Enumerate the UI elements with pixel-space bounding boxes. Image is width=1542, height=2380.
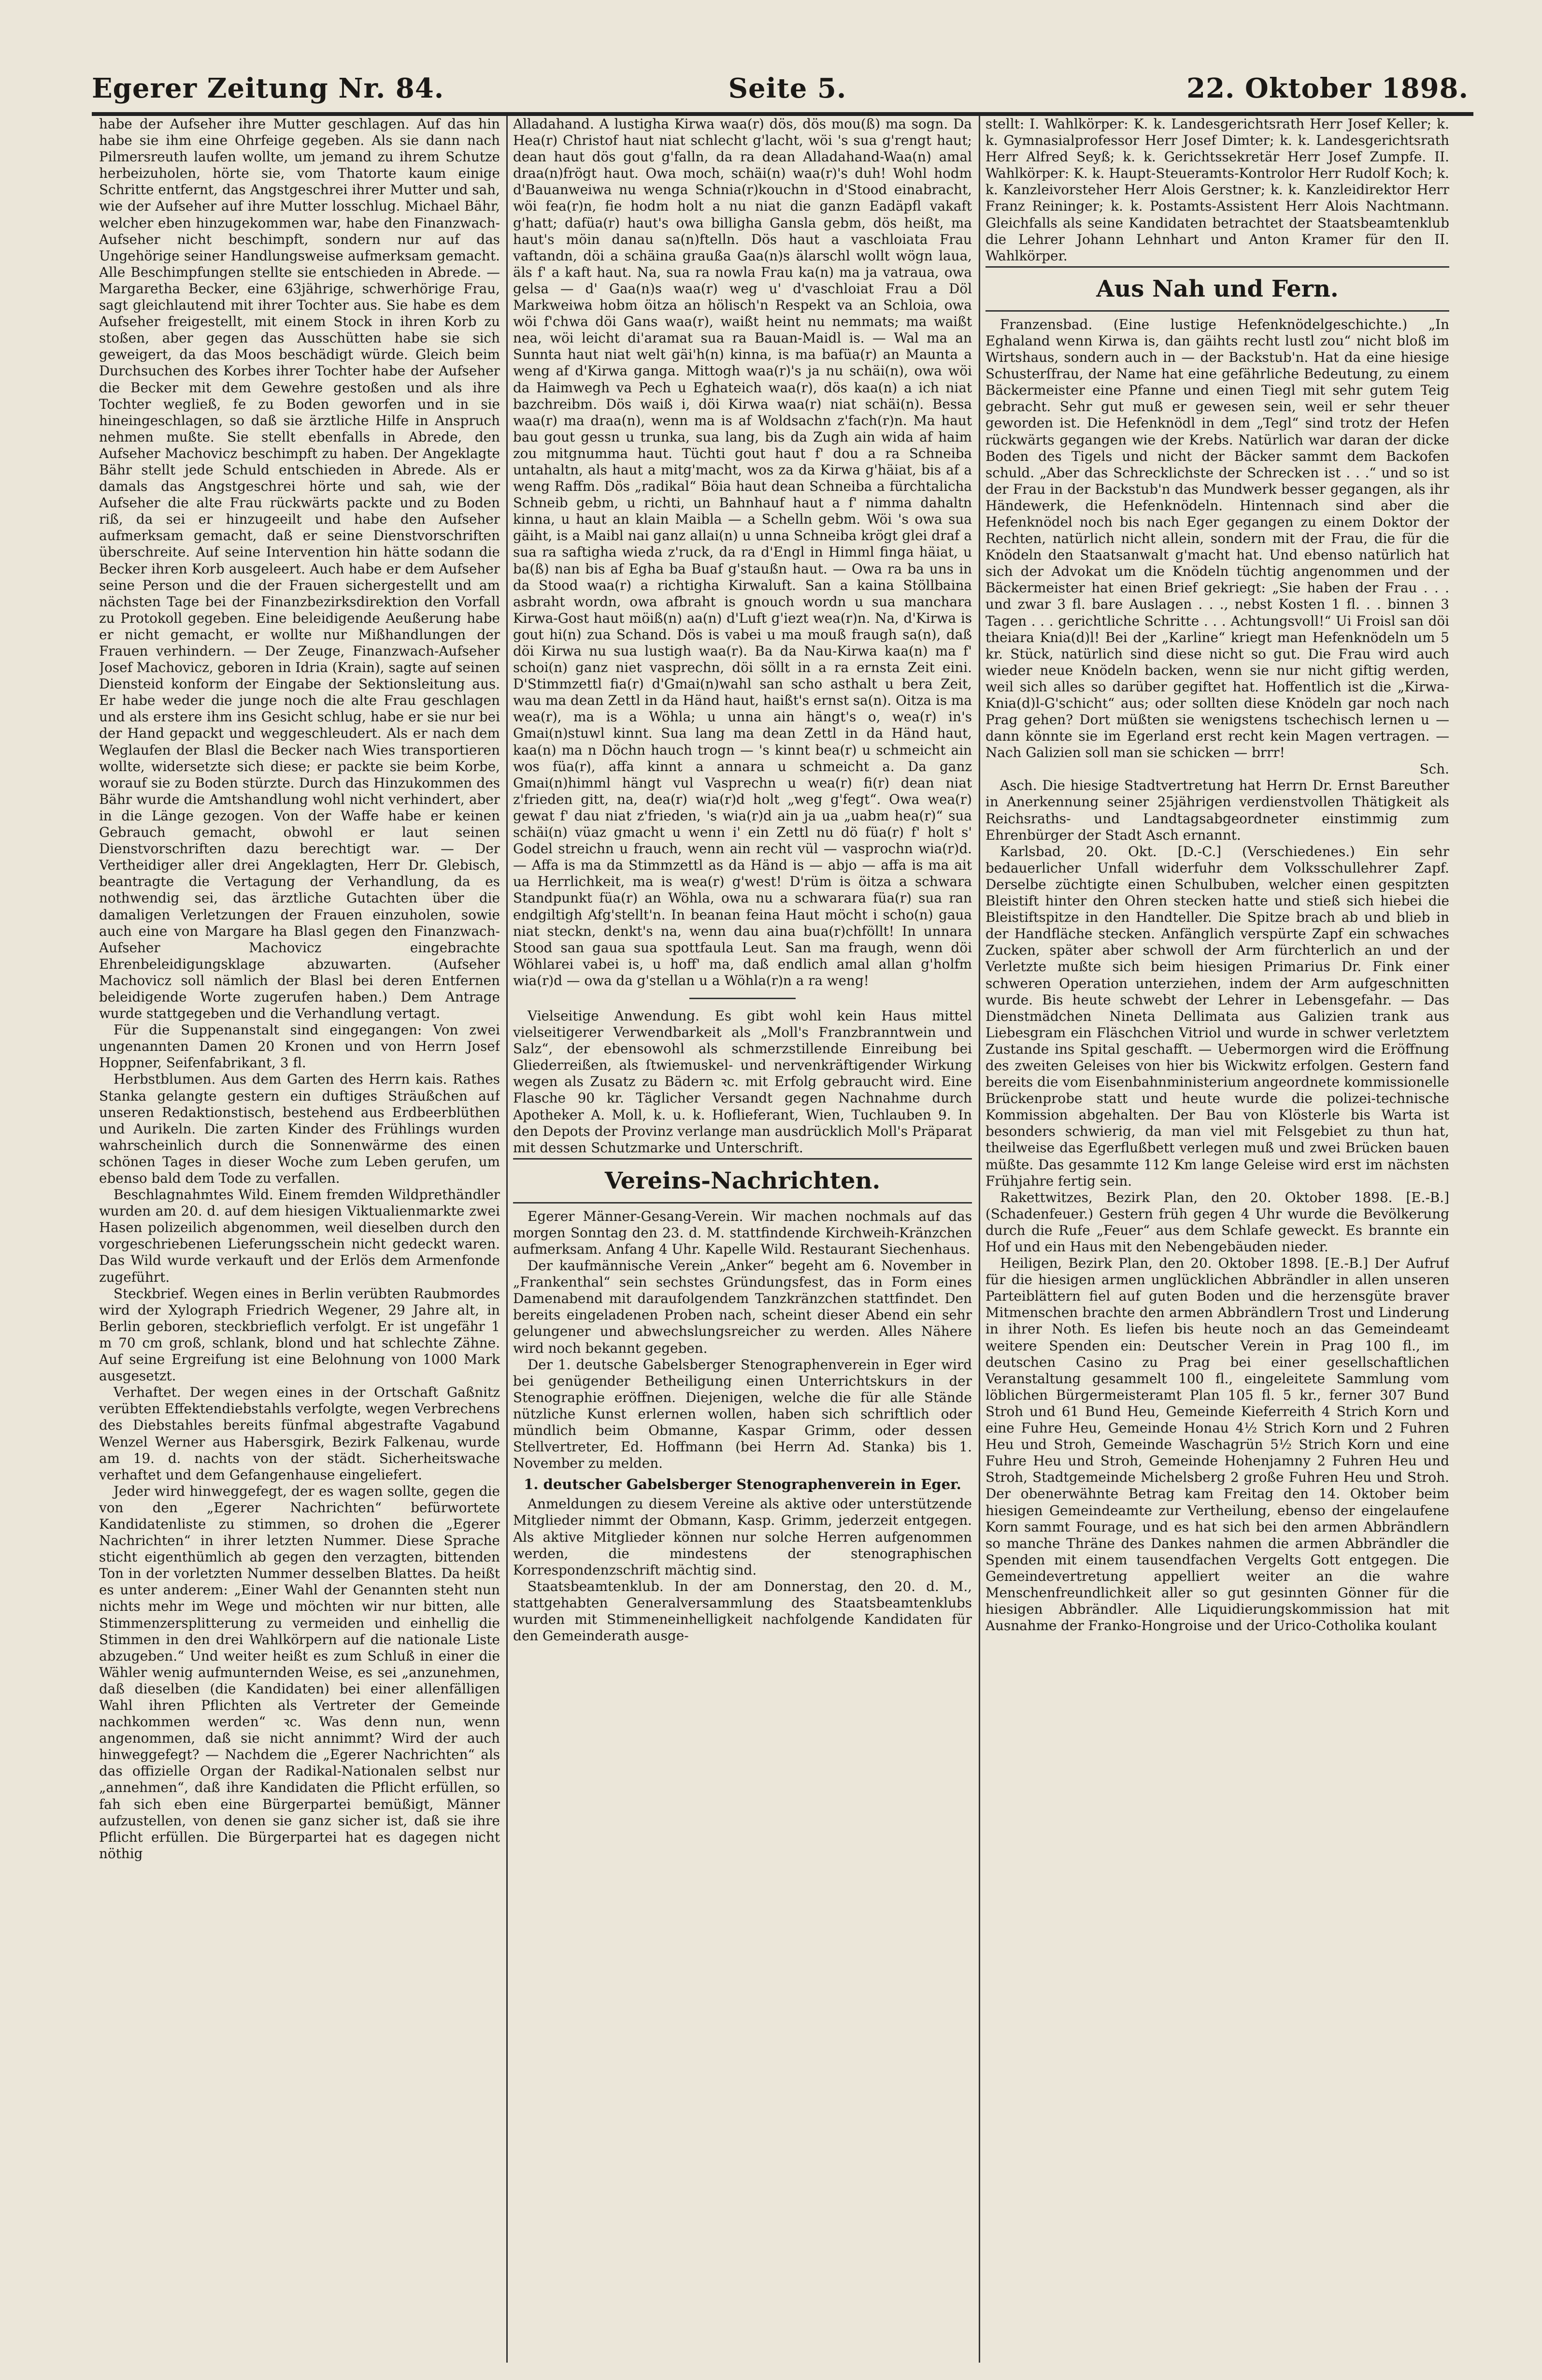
article-spenden: Heiligen, Bezirk Plan, den 20. Oktober 1898. [E.-B.] Der Aufruf für die hiesigen armen unglücklichen Abbrändler in allen unseren Parteiblättern fiel auf guten Boden und die herzensgüte braver Mitmenschen brachte den armen Abbrändlern Trost und Linderung in ihrer Noth. Es liefen bis heute noch an das Gemeindeamt weitere Spenden ein: Deutscher Verein in Prag 100 fl., im deutschen Casino zu Prag bei einer gesellschaftlichen Veranstaltung gesammelt 100 fl., eingeleitete Sammlung vom löblichen Bürgermeisteramt Plan 105 fl. 5 kr., ferner 307 Bund Stroh und 61 Bund Heu, Gemeinde Kieferreith 4 Strich Korn und eine Fuhre Heu, Gemeinde Honau 4½ Strich Korn und 2 Fuhren Heu und Stroh, Gemeinde Waschagrün 5½ Strich Korn und eine Fuhre Heu und Stroh, Gemeinde Hohenjamny 2 Fuhren Heu und Stroh, Stadtgemeinde Michelsberg 2 große Fuhren Heu und Stroh. Der obenerwähnte Betrag kam Freitag den 14. Oktober beim hiesigen Gemeindeamte zur Vertheilung, ebenso der eingelaufene Korn sammt Fourage, und es hat sich bei den armen Abbrändlern so manche Thräne des Dankes nahmen die armen Abbrändler die Spenden mit einem tausendfachen Vergelts Gott entgegen. Die Gemeindevertretung appelliert weiter an die wahre Menschenfreundlichkeit aller so gut gesinnten Gönner für die hiesigen Abbrändler. Alle Liquidierungskommission hat mit Ausnahme der Franko-Hongroise und der Urico-Cotholika koulant bbox=[985, 1255, 1449, 1634]
article-court-report: habe der Aufseher ihre Mutter geschlagen. Auf das hin habe sie ihm eine Ohrfeige gegeben. Als sie dann nach Pilmersreuth laufen wollte, um jemand zu ihrem Schutze herbeizuholen, hörte sie, vom Thatorte kaum einige Schritte entfernt, das Angstgeschrei ihrer Mutter und sah, wie der Aufseher auf ihre Mutter losschlug. Michael Bähr, welcher eben hinzugekommen war, habe den Finanzwach-Aufseher nicht beschimpft, sondern nur auf das Ungehörige seiner Handlungsweise aufmerksam gemacht. Alle Beschimpfungen stellte sie entschieden in Abrede. — Margaretha Becker, eine 63jährige, schwerhörige Frau, sagt gleichlautend mit ihrer Tochter aus. Sie habe es dem Aufseher freigestellt, mit einem Stock in ihren Korb zu stoßen, aber gegen das Ausschütten habe sie sich geweigert, da das Moos beschädigt würde. Gleich beim Durchsuchen des Korbes ihrer Tochter habe der Aufseher die Becker mit dem Gewehre gestoßen und als ihre Tochter wegließ, fe zu Boden geworfen und in sie hineingeschlagen, so daß sie ärztliche Hilfe in Anspruch nehmen mußte. Sie stellt ebenfalls in Abrede, den Aufseher Machovicz beschimpft zu haben. Der Angeklagte Bähr stellt jede Schuld entschieden in Abrede. Als er damals das Angstgeschrei hörte und sah, wie der Aufseher die alte Frau rückwärts packte und zu Boden riß, da sei er hinzugeeilt und habe den Aufseher aufmerksam gemacht, daß er seine Dienstvorschriften überschreite. Auf seine Intervention hin hätte sodann die Becker ihren Korb ausgeleert. Auch habe er dem Aufseher seine Person und die der Frauen sichergestellt und am nächsten Tage bei der Finanzbezirksdirektion den Vorfall zu Protokoll gegeben. Eine beleidigende Aeußerung habe er nicht gemacht, er wollte nur Mißhandlungen der Frauen verhindern. — Der Zeuge, Finanzwach-Aufseher Josef Machovicz, geboren in Idria (Krain), sagte auf seinen Diensteid konform der Eingabe der Sektionsleitung aus. Er habe weder die junge noch die alte Frau geschlagen und als erstere ihm ins Gesicht schlug, habe er sie nur bei der Hand gepackt und weggeschleudert. Als er nach dem Weglaufen der Blasl die Becker nach Wies transportieren wollte, widersetzte sich diese; er packte sie beim Korbe, worauf sie zu Boden stürzte. Durch das Hinzukommen des Bähr wurde die Amtshandlung wohl nicht verhindert, aber in die Länge gezogen. Von der Waffe habe er keinen Gebrauch gemacht, obwohl er laut seinen Dienstvorschriften dazu berechtigt war. — Der Vertheidiger aller drei Angeklagten, Herr Dr. Glebisch, beantragte die Vertagung der Verhandlung, da es nothwendig sei, das ärztliche Gutachten über die damaligen Verletzungen der Frauen einzuholen, sowie auch eine von Margare ha Blasl gegen den Finanzwach-Aufseher Machovicz eingebrachte Ehrenbeleidigungsklage abzuwarten. (Aufseher Machovicz soll nämlich der Blasl bei deren Entfernen beleidigende Worte zugerufen haben.) Dem Antrage wurde stattgegeben und die Verhandlung vertagt. bbox=[99, 116, 500, 1022]
article-candidates: stellt: I. Wahlkörper: K. k. Landesgerichtsrath Herr Josef Keller; k. k. Gymnasialprofessor Herr Josef Dimter; k. k. Landesgerichtsrath Herr Alfred Seyß; k. k. Gerichtssekretär Herr Josef Zumpfe. II. Wahlkörper: K. k. Haupt-Steueramts-Kontrolor Herr Rudolf Koch; k. k. Kanzleivorsteher Herr Alois Gerstner; k. k. Kanzleidirektor Herr Franz Reininger; k. k. Postamts-Assistent Herr Alois Nachtmann. Gleichfalls als seine Kandidaten betrachtet der Staatsbeamtenklub die Lehrer Johann Lehnhart und Anton Kramer für den II. Wahlkörper. bbox=[985, 116, 1449, 264]
article-staatsbeamtenklub: Staatsbeamtenklub. In der am Donnerstag, den 20. d. M., stattgehabten Generalversammlung des Staatsbeamtenklubs wurden mit Stimmeneinhelligkeit nachfolgende Kandidaten für den Gemeinderath ausge- bbox=[513, 1578, 972, 1644]
section-title-nah-fern: Aus Nah und Fern. bbox=[985, 266, 1449, 312]
article-gesang-verein: Egerer Männer-Gesang-Verein. Wir machen nochmals auf das morgen Sonntag den 23. d. M. stattfindende Kirchweih-Kränzchen aufmerksam. Anfang 4 Uhr. Kapelle Wild. Restaurant Siechenhaus. bbox=[513, 1208, 972, 1257]
article-schadenfeuer: Rakettwitzes, Bezirk Plan, den 20. Oktober 1898. [E.-B.] (Schadenfeuer.) Gestern früh gegen 4 Uhr wurde die Bevölkerung durch die Rufe „Feuer“ aus dem Schlafe geweckt. Es brannte ein Hof und ein Haus mit den Nebengebäuden nieder. bbox=[985, 1189, 1449, 1255]
article-suppenanstalt: Für die Suppenanstalt sind eingegangen: Von zwei ungenannten Damen 20 Kronen und von Herrn Josef Hoppner, Seifenfabrikant, 3 fl. bbox=[99, 1022, 500, 1071]
section-title-vereins: Vereins-Nachrichten. bbox=[513, 1158, 972, 1204]
column-divider bbox=[979, 116, 980, 2363]
subheading-stenographenverein: 1. deutscher Gabelsberger Stenographenverein in Eger. bbox=[524, 1476, 961, 1493]
article-wild: Beschlagnahmtes Wild. Einem fremden Wildprethändler wurden am 20. d. auf dem hiesigen Viktualienmarkte zwei Hasen polizeilich abgenommen, weil dieselben durch den vorgeschriebenen Lieferungsschein nicht gedeckt waren. Das Wild wurde verkauft und der Erlös dem Armenfonde zugeführt. bbox=[99, 1187, 500, 1285]
article-karlsbad: Karlsbad, 20. Okt. [D.-C.] (Verschiedenes.) Ein sehr bedauerlicher Unfall widerfuhr dem Volksschullehrer Zapf. Derselbe züchtigte einen Schulbuben, welcher einen gespitzten Bleistift hinter den Ohren stecken hatte und stieß sich hiebei die Bleistiftspitze in den Handteller. Die Spitze brach ab und blieb in der Handfläche stecken. Anfänglich verspürte Zapf ein schwaches Zucken, später aber schwoll der Arm fürchterlich an und der Verletzte mußte sich beim hiesigen Primarius Dr. Fink einer schweren Operation unterziehen, indem der Arm aufgeschnitten wurde. Bis heute schwebt der Lehrer in Lebensgefahr. — Das Dienstmädchen Nineta Dellimata aus Galizien trank aus Liebesgram ein Fläschchen Vitriol und wurde in schwer verletztem Zustande ins Spital geschafft. — Uebermorgen wird die Eröffnung des zweiten Geleises von hier bis Wickwitz erfolgen. Gestern fand bereits die vom Eisenbahnministerium angeordnete kommissionelle Brückenprobe statt und heute wurde die polizei-technische Kommission abgehalten. Der Bau von Klösterle bis Warta ist besonders schwierig, da man viel mit Felsgebiet zu thun hat, theilweise das Egerflußbett verlegen muß und zwei Brücken bauen müßte. Das gesammte 112 Km lange Geleise wird erst im nächsten Frühjahre fertig sein. bbox=[985, 843, 1449, 1189]
signature: Sch. bbox=[1419, 761, 1449, 777]
article-asch: Asch. Die hiesige Stadtvertretung hat Herrn Dr. Ernst Bareuther in Anerkennung seiner 25jährigen verdienstvollen Thätigkeit als Reichsraths- und Landtagsabgeordneter einstimmig zum Ehrenbürger der Stadt Asch ernannt. bbox=[985, 777, 1449, 843]
issue-date: 22. Oktober 1898. bbox=[1186, 72, 1469, 104]
article-verhaftet: Verhaftet. Der wegen eines in der Ortschaft Gaßnitz verübten Effektendiebstahls verfolgte, wegen Verbrechens des Diebstahles bereits fünfmal abgestrafte Vagabund Wenzel Werner aus Habersgirk, Bezirk Falkenau, wurde am 19. d. nachts von der städt. Sicherheitswache verhaftet und dem Gefangenhause eingeliefert. bbox=[99, 1384, 500, 1483]
article-herbstblumen: Herbstblumen. Aus dem Garten des Herrn kais. Rathes Stanka gelangte gestern ein duftiges Sträußchen auf unseren Redaktionstisch, bestehend aus Erdbeerblüthen und Aurikeln. Die zarten Kinder des Frühlings wurden wahrscheinlich durch die Sonnenwärme des einen schönen Tages in dieser Woche zum Leben gerufen, um ebenso bald dem Tode zu verfallen. bbox=[99, 1071, 500, 1186]
article-anmeldungen: Anmeldungen zu diesem Vereine als aktive oder unterstützende Mitglieder nimmt der Obmann, Kasp. Grimm, jederzeit entgegen. Als aktive Mitglieder können nur solche Herren aufgenommen werden, die mindestens der stenographischen Korrespondenzschrift mächtig sind. bbox=[513, 1496, 972, 1578]
advertisement-moll: Vielseitige Anwendung. Es gibt wohl kein Haus mittel vielseitigerer Verwendbarkeit als „Moll's Franzbranntwein und Salz“, der ebensowohl als schmerzstillende Einreibung bei Gliederreißen, als ſtwiemuskel- und nervenkräftigender Wirkung wegen als Zusatz zu Bädern ꝛc. mit Erfolg gebraucht wird. Eine Flasche 90 kr. Täglicher Versandt gegen Nachnahme durch Apotheker A. Moll, k. u. k. Hoflieferant, Wien, Tuchlauben 9. In den Depots der Provinz verlange man ausdrücklich Moll's Präparat mit dessen Schutzmarke und Unterschrift. bbox=[513, 1007, 972, 1156]
article-divider bbox=[689, 998, 796, 999]
newspaper-issue: Egerer Zeitung Nr. 84. bbox=[92, 72, 444, 104]
article-stenographenverein: Der 1. deutsche Gabelsberger Stenographenverein in Eger wird bei genügender Betheiligung einen Unterrichtskurs in der Stenographie eröffnen. Diejenigen, welche die für alle Stände nützliche Kunst erlernen wollen, haben sich schriftlich oder mündlich beim Obmanne, Kaspar Grimm, oder dessen Stellvertreter, Ed. Hoffmann (bei Herrn Ad. Stanka) bis 1. November zu melden. bbox=[513, 1356, 972, 1472]
page-number: Seite 5. bbox=[728, 72, 847, 104]
column-2 bbox=[513, 116, 972, 2363]
article-franzensbad: Franzensbad. (Eine lustige Hefenknödelgeschichte.) „In Eghaland wenn Kirwa is, dan gäihts recht lustl zou“ nicht bloß im Wirtshaus, sondern auch in — der Backstub'n. Hat da eine hiesige Schusterſfrau, der Name hat eine gefährliche Bedeutung, zu einem Bäckermeister eine Pfanne und einen Tiegl mit sehr gutem Teig gebracht. Sehr gut muß er gewesen sein, weil er sehr theuer geworden ist. Die Hefenknödl in dem „Tegl“ sind trotz der Hefen rückwärts gegangen wie der Krebs. Natürlich war daran der dicke Boden des Tigels und nicht der Bäcker sammt dem Backofen schuld. „Aber das Schrecklichste der Schrecken ist . . .“ und so ist der Frau in der Backstub'n das Mundwerk besser gegangen, als ihr Händewerk, die Hefenknödeln. Hintennach sind aber die Hefenknödel noch bis nach Eger gegangen zu einem Doktor der Rechten, natürlich nicht allein, sondern mit der Frau, die für die Knödeln den Staatsanwalt g'macht hat. Und ebenso natürlich hat sich der Advokat um die Knödeln tüchtig angenommen und der Bäckermeister hat einen Brief gekriegt: „Sie haben der Frau . . . und zwar 3 fl. bare Auslagen . . ., nebst Kosten 1 fl. . . binnen 3 Tagen . . . gerichtliche Schritte . . . Achtungsvoll!“ Ui Froisl san döi theiara Knia(d)l! Bei der „Karline“ kriegt man Hefenknödeln um 5 kr. Stück, natürlich sind diese nicht so gut. Die Frau wird auch wieder neue Knödeln backen, wenn sie nur nicht giftig werden, weil sich alles so darüber gegiftet hat. Hoffentlich ist die „Kirwa-Knia(d)l-G'schicht“ aus; oder sollten diese Knödeln gar noch nach Prag gehen? Dort müßten sie wenigstens tschechisch lernen u — dann könnte sie im Egerland erst recht kein Magen vertragen. — Nach Galizien soll man sie schicken — brrr! bbox=[985, 316, 1449, 761]
article-steckbrief: Steckbrief. Wegen eines in Berlin verübten Raubmordes wird der Xylograph Friedrich Wegener, 29 Jahre alt, in Berlin geboren, steckbrieflich verfolgt. Er ist ungefähr 1 m 70 cm groß, schlank, blond und hat schlechte Zähne. Auf seine Ergreifung ist eine Belohnung von 1000 Mark ausgesetzt. bbox=[99, 1285, 500, 1384]
article-hinweggefegt: Jeder wird hinweggefegt, der es wagen sollte, gegen die von den „Egerer Nachrichten“ befürwortete Kandidatenliste zu stimmen, so drohen die „Egerer Nachrichten“ in ihrer letzten Nummer. Diese Sprache sticht eigenthümlich ab gegen den verzagten, bittenden Ton in der vorletzten Nummer desselben Blattes. Da heißt es unter anderem: „Einer Wahl der Genannten steht nun nichts mehr im Wege und möchten wir nur bitten, alle Stimmenzersplitterung zu vermeiden und einhellig die Stimmen in den drei Wahlkörpern auf die nationale Liste abzugeben.“ Und weiter heißt es zum Schluß in einer die Wähler wenig aufmunternden Weise, es sei „anzunehmen, daß dieselben (die Kandidaten) bei einer allenfälligen Wahl ihren Pflichten als Vertreter der Gemeinde nachkommen werden“ ꝛc. Was denn nun, wenn angenommen, daß sie nicht annimmt? Wird der auch hinweggefegt? — Nachdem die „Egerer Nachrichten“ als das offizielle Organ der Radikal-Nationalen selbst nur „annehmen“, daß ihre Kandidaten die Pflicht erfüllen, so fah sich eben eine Bürgerpartei bemüßigt, Männer aufzustellen, von denen sie ganz sicher ist, daß sie ihre Pflicht erfüllen. Die Bürgerpartei hat es dagegen nicht nöthig bbox=[99, 1483, 500, 1862]
column-3 bbox=[985, 116, 1449, 2363]
article-alladahand: Alladahand. A lustigha Kirwa waa(r) dös, dös mou(ß) ma sogn. Da Hea(r) Christof haut niat schlecht g'lacht, wöi 's sua g'rengt haut; dean haut dös gout g'falln, da ra dean Alladahand-Waa(n) amal draa(n)frögt haut. Owa moch, schäi(n) waa(r)'s duh! Wohl hodm d'Bauanweiwa nu wenga Schnia(r)kouchn in d'Stood einabracht, wöi fea(r)n, fie hodm holt a nu niat die ganzn Eadäpfl vakaft g'hatt; dafüa(r) haut's owa billigha Gansla gebm, dös heißt, ma haut's möin danau sa(n)ftelln. Dös haut a vaschloiata Frau vaftandn, döi a schäina graußa Gaa(n)s älarschl wollt wögn laua, äls f' a kaft haut. Na, sua ra nowla Frau ka(n) ma ja vatraua, owa gelsa — d' Gaa(n)s waa(r) weg u' d'vaschloiat Frau a Döl Markweiwa hobm öitza an hölisch'n Respekt va an Schloia, owa wöi f'chwa döi Gans waa(r), waißt heint nu nemmats; ma waißt nea, wöi leicht di'aramat sua ra Bauan-Maidl is. — Wal ma an Sunnta haut niat welt gäi'h(n) kinna, is ma bafüa(r) an Maunta a weng af d'Kirwa ganga. Mittogh waa(r)'s ja nu schäi(n), owa wöi da Haimwegh va Pech u Eghateich waa(r), dös kaa(n) a ich niat bazchreibm. Dös waiß i, döi Kirwa waa(r) niat schäi(n). Bessa waa(r) ma draa(n), wenn ma is af Woldsachn z'fach(r)n. Ma haut bau gout gessn u trunka, sua lang, bis da Zugh ain wida af haim zou mitgnumma haut. Tüchti gout haut f' dou a ra Schneiba untahaltn, als haut a mitg'macht, wos za da Kirwa g'häiat, bis af a weng Raffm. Dös „radikal“ Böia haut dean Schneiba a fürchtalicha Schneib gebm, u richti, un Bahnhauf haut a f' nimma dahaltn kinna, u haut an klain Maibla — a Schelln gebm. Wöi 's owa sua gäiht, is a Maibl nai ganz allai(n) u unna Schneiba krögt glei draf a sua ra saftigha wieda z'ruck, da ra d'Engl in Himml finga häiat, u ba(ß) nan bis af Egha ba Buaf g'staußn haut. — Owa ra ba uns in da Stood waa(r) a richtigha Kirwaluft. San a kaina Stöllbaina asbraht wordn, owa afbraht is gnouch wordn u sua manchara Kirwa-Gost haut möiß(n) aa(n) d'Luft g'iezt wea(r)n. Na, d'Kirwa is gout hi(n) zua Schand. Dös is vabei u ma mouß fraugh sa(n), daß döi Kirwa nu sua lustigh waa(r). Ba da Nau-Kirwa kaa(n) ma f' schoi(n) ganz niet vasprechn, döi söllt in a ra ernsta Zeit eini. D'Stimmzettl fia(r) d'Gmai(n)wahl san scho asthalt u bera Zeit, wau ma dean Zettl in da Händ haut, haißt's ernst sa(n). Oitza is ma wea(r), ma is a Wöhla; u unna ain hängt's o, wea(r) in's Gmai(n)stuwl kinnt. Sua lang ma dean Zettl in da Händ haut, kaa(n) ma n Döchn hauch trogn — 's kinnt bea(r) u schmeicht ain wos füa(r), affa kinnt a annara u schmeicht a. Da ganz Gmai(n)himml hängt vul Vasprechn u wea(r) fi(r) dean niat z'frieden gitt, na, dea(r) wia(r)d holt „weg g'fegt“. Owa wea(r) gewat f' dau niat z'frieden, 's wia(r)d ain ja ua „uabm hea(r)“ sua schäi(n) vüaz gmacht u wenn i' ein Zettl nu dö füa(r) f' holt s' Godel streichn u frauch, wenn ain recht vül — vasprochn wia(r)d. — Affa is ma da Stimmzettl as da Händ is — abjo — affa is ma ait ua Herrlichkeit, ma is wea(r) g'west! D'rüm is öitza a schwara Standpunkt füa(r) an Wöhla, owa nu a schwarara füa(r) sua ran endgiltigh Afg'stellt'n. In beanan feina Haut möcht i scho(n) gaua niat steckn, denkt's na, wenn dau aina bua(r)chföllt! In unnara Stood san gaua sua spottfaula Leut. San ma fraugh, wenn döi Wöhlarei vabei is, u hoff' ma, daß endlich amal allan g'holfm wia(r)d — owa da g'stellan u a Wöhla(r)n a ra weng! bbox=[513, 116, 972, 989]
page-header bbox=[92, 68, 1469, 112]
article-verein-anker: Der kaufmännische Verein „Anker“ begeht am 6. November in „Frankenthal“ sein sechstes Gründungsfest, das in Form eines Damenabend mit daraufolgendem Tanzkränzchen stattfindet. Den bereits eingeladenen Proben nach, scheint dieser Abend ein sehr gelungener und abwechslungsreicher zu werden. Alles Nähere wird noch bekannt gegeben. bbox=[513, 1258, 972, 1356]
header-rule bbox=[92, 112, 1473, 116]
column-1 bbox=[99, 116, 500, 2363]
column-divider bbox=[506, 116, 508, 2363]
